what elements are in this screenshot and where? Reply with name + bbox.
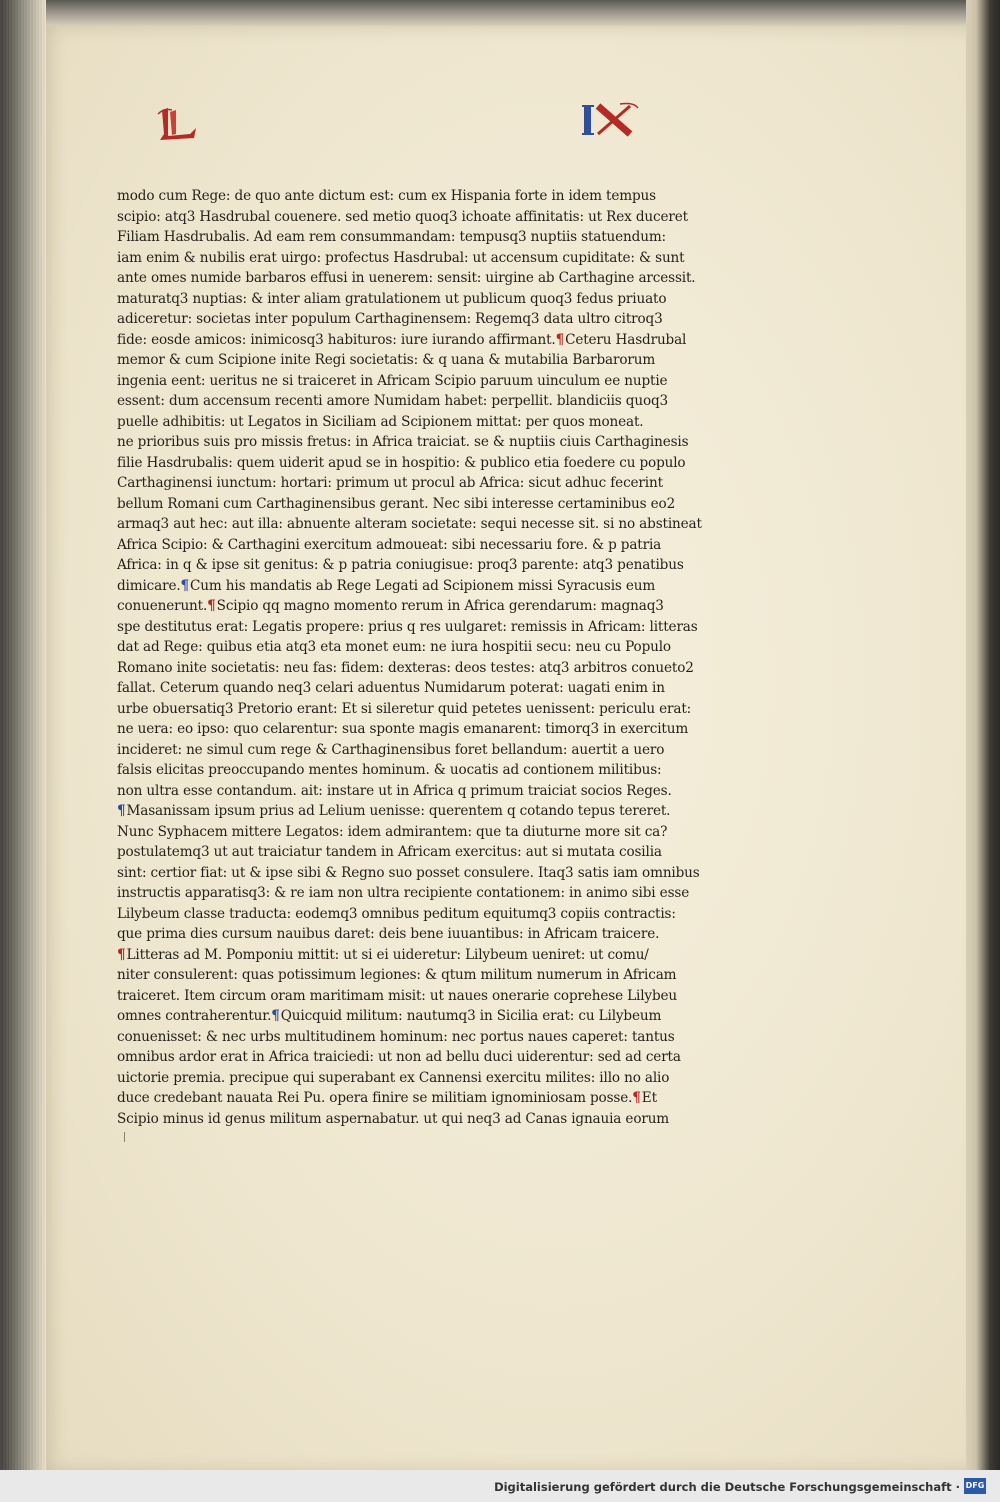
folio-mark-left [150, 104, 200, 144]
line-text: omnes contraherentur. [117, 1008, 272, 1024]
line-text: que prima dies cursum nauibus daret: deis bene iuuantibus: in Africam traicere. [117, 926, 660, 942]
line-text: maturatq3 nuptias: & inter aliam gratulationem ut publicum quoq3 fedus priuato [117, 290, 667, 307]
text-line [117, 576, 717, 597]
text-line [117, 658, 717, 679]
text-line [117, 494, 717, 515]
line-text: dat ad Rege: quibus etia atq3 eta monet eum: ne iura hospitii secu: neu cu Populo [117, 639, 671, 655]
digitization-credit: Digitalisierung gefördert durch die Deutsche Forschungsgemeinschaft · [494, 1480, 960, 1494]
line-text: omnibus ardor erat in Africa traiciedi: ut non ad bellu duci uiderentur: sed ad certa [117, 1049, 681, 1065]
line-text: traiceret. Item circum oram maritimam misit: ut naues onerarie coprehese Lilybeu [117, 987, 678, 1004]
line-text: filie Hasdrubalis: quem uiderit apud se in hospitio: & publico etia foedere cu populo [117, 454, 686, 471]
text-line [117, 473, 717, 494]
line-text: Et [641, 1090, 657, 1106]
line-text: Lilybeum classe traducta: eodemq3 omnibus peditum equitumq3 copiis contractis: [117, 905, 676, 922]
line-text: puelle adhibitis: ut Legatos in Siciliam ad Scipionem mittat: per quos moneat. [117, 413, 644, 430]
line-text: Quicquid militum: nautumq3 in Sicilia erat: cu Lilybeum [280, 1008, 662, 1024]
text-line [117, 596, 717, 617]
line-text: essent: dum accensum recenti amore Numidam habet: perpellit. blandiciis quoq3 [117, 393, 669, 409]
text-line [117, 883, 717, 904]
book-right-edge [966, 0, 1000, 1475]
line-text: spe destitutus erat: Legatis propere: prius q res uulgaret: remissis in Africam: litteras [117, 618, 698, 635]
text-line [117, 637, 717, 658]
text-line [117, 986, 717, 1007]
line-text: ingenia eent: ueritus ne si traiceret in Africam Scipio paruum uinculum ee nuptie [117, 372, 668, 389]
text-line [117, 945, 717, 966]
text-line [117, 289, 717, 310]
text-line [117, 678, 717, 699]
text-line [117, 863, 717, 884]
line-text: Masanissam ipsum prius ad Lelium uenisse: querentem q cotando tepus tereret. [126, 803, 671, 819]
text-line [117, 1088, 717, 1109]
text-line [117, 453, 717, 474]
line-text: sint: certior fiat: ut & ipse sibi & Regno suo posset consulere. Itaq3 satis iam omnibus [117, 864, 700, 881]
text-line [117, 1006, 717, 1027]
folio-mark-right [580, 100, 644, 140]
text-line [117, 904, 717, 925]
line-text: adiceretur: societas inter populum Carthaginensem: Regemq3 data ultro citroq3 [117, 311, 663, 327]
line-text: conuenisset: & nec urbs multitudinem hominum: nec portus naues caperet: tantus [117, 1028, 675, 1045]
line-text: ante omes numide barbaros effusi in uenerem: sensit: uirgine ab Carthagine arcessit. [117, 270, 696, 286]
text-line [117, 822, 717, 843]
line-text: postulatemq3 ut aut traiciatur tandem in Africam exercitus: aut si mutata cosilia [117, 844, 662, 860]
text-line [117, 432, 717, 453]
margin-mark [124, 1132, 125, 1142]
text-line [117, 1109, 717, 1130]
line-text: iam enim & nubilis erat uirgo: profectus Hasdrubal: ut accensum cupiditate: & sunt [117, 249, 685, 266]
rubric-pilcrow-icon: ¶ [180, 577, 190, 594]
text-line [117, 371, 717, 392]
line-text: conuenerunt. [117, 598, 208, 614]
line-text: armaq3 aut hec: aut illa: abnuente alteram societate: sequi necesse sit. si no abstineat [117, 516, 702, 532]
rubric-pilcrow-icon: ¶ [632, 1090, 641, 1106]
line-text: Nunc Syphacem mittere Legatos: idem admirantem: que ta diuturne more sit ca? [117, 823, 668, 840]
text-line [117, 309, 717, 330]
rubric-pilcrow-icon: ¶ [117, 946, 126, 963]
text-line [117, 268, 717, 289]
text-column [117, 186, 717, 1129]
text-line [117, 781, 717, 802]
text-line [117, 391, 717, 412]
text-line [117, 412, 717, 433]
line-text: duce credebant nauata Rei Pu. opera finire se militiam ignominiosam posse. [117, 1090, 633, 1106]
text-line [117, 760, 717, 781]
text-line [117, 924, 717, 945]
text-line [117, 740, 717, 761]
text-line [117, 535, 717, 556]
line-text: Ceteru Hasdrubal [565, 331, 687, 348]
line-text: scipio: atq3 Hasdrubal couenere. sed metio quoq3 ichoate affinitatis: ut Rex duceret [117, 208, 688, 225]
text-line [117, 1068, 717, 1089]
line-text: dimicare. [117, 577, 181, 594]
text-line [117, 227, 717, 248]
line-text: Litteras ad M. Pomponiu mittit: ut si ei uideretur: Lilybeum ueniret: ut comu/ [126, 946, 649, 963]
line-text: Scipio qq magno momento rerum in Africa gerendarum: magnaq3 [216, 598, 664, 614]
text-line [117, 514, 717, 535]
line-text: ne uera: eo ipso: quo celarentur: sua sponte magis emanarent: timorq3 in exercitum [117, 721, 689, 737]
line-text: non ultra esse contandum. ait: instare ut in Africa q primum traiciat socios Reges. [117, 782, 672, 799]
text-line [117, 617, 717, 638]
line-text: Romano inite societatis: neu fas: fidem: dexteras: deos testes: atq3 arbitros conueto2 [117, 659, 694, 676]
rubric-pilcrow-icon: ¶ [271, 1008, 280, 1024]
text-line [117, 1047, 717, 1068]
line-text: instructis apparatisq3: & re iam non ultra recipiente contationem: in animo sibi esse [117, 885, 690, 901]
text-line [117, 350, 717, 371]
line-text: Cum his mandatis ab Rege Legati ad Scipionem missi Syracusis eum [190, 577, 656, 594]
line-text: Africa Scipio: & Carthagini exercitum admoueat: sibi necessariu fore. & p patria [117, 536, 662, 553]
line-text: fallat. Ceterum quando neq3 celari aduentus Numidarum poterat: uagati enim in [117, 680, 665, 696]
text-line [117, 719, 717, 740]
text-line [117, 207, 717, 228]
rubric-pilcrow-icon: ¶ [555, 331, 565, 348]
line-text: falsis elicitas preoccupando mentes hominum. & uocatis ad contionem militibus: [117, 762, 662, 778]
text-line [117, 1027, 717, 1048]
line-text: ne prioribus suis pro missis fretus: in Africa traiciat. se & nuptiis ciuis Carthaginesis [117, 434, 689, 450]
line-text: urbe obuersatiq3 Pretorio erant: Et si sileretur quid petetes uenissent: periculu erat: [117, 700, 692, 717]
rubric-pilcrow-icon: ¶ [117, 803, 126, 819]
text-line [117, 248, 717, 269]
dfg-logo: DFG [964, 1478, 986, 1494]
text-line [117, 699, 717, 720]
line-text: Filiam Hasdrubalis. Ad eam rem consummandam: tempusq3 nuptiis statuendum: [117, 229, 666, 245]
line-text: incideret: ne simul cum rege & Carthaginensibus foret bellandum: auertit a uero [117, 741, 665, 758]
text-line [117, 965, 717, 986]
line-text: Africa: in q & ipse sit genitus: & p patria coniugisue: proq3 parente: atq3 penatibus [117, 557, 684, 573]
text-line [117, 555, 717, 576]
line-text: niter consulerent: quas potissimum legiones: & qtum militum numerum in Africam [117, 967, 677, 983]
text-line [117, 801, 717, 822]
rubric-pilcrow-icon: ¶ [207, 598, 216, 614]
line-text: Carthaginensi iunctum: hortari: primum ut procul ab Africa: sicut adhuc fecerint [117, 475, 663, 491]
text-line [117, 186, 717, 207]
line-text: uictorie premia. precipue qui superabant ex Cannensi exercitu milites: illo no alio [117, 1069, 670, 1086]
text-line [117, 330, 717, 351]
line-text: modo cum Rege: de quo ante dictum est: cum ex Hispania forte in idem tempus [117, 188, 656, 204]
line-text: fide: eosde amicos: inimicosq3 habituros: iure iurando affirmant. [117, 331, 556, 348]
line-text: bellum Romani cum Carthaginensibus gerant. Nec sibi interesse certaminibus eo2 [117, 495, 676, 512]
page-stack-edge [0, 0, 46, 1475]
line-text: Scipio minus id genus militum aspernabatur. ut qui neq3 ad Canas ignauia eorum [117, 1110, 670, 1127]
line-text: memor & cum Scipione inite Regi societatis: & q uana & mutabilia Barbarorum [117, 352, 656, 368]
text-line [117, 842, 717, 863]
